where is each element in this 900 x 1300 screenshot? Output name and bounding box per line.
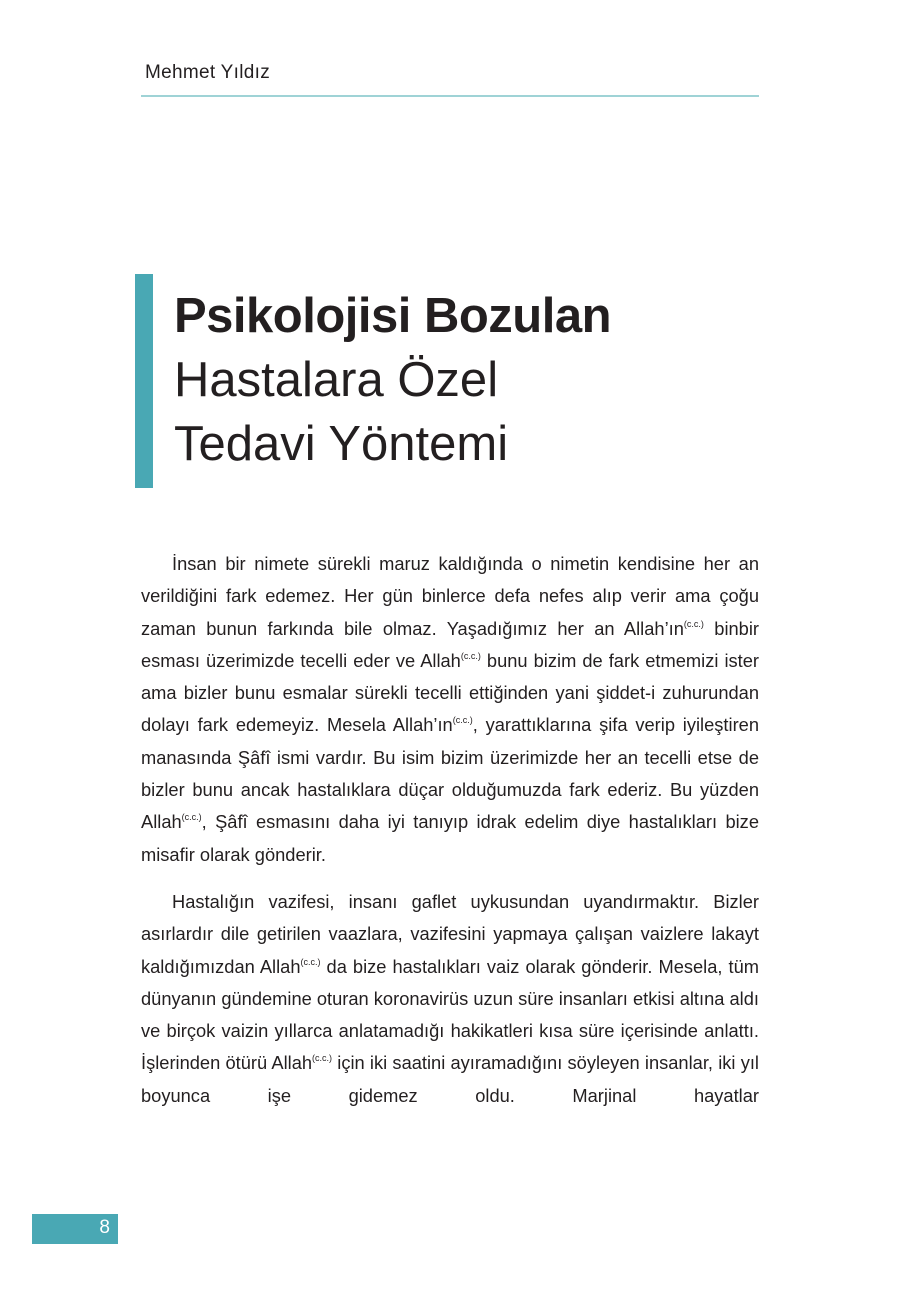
- chapter-title-line-2: Hastalara Özel: [174, 353, 499, 407]
- paragraph-2: [141, 886, 759, 1112]
- paragraph-2-text: Hastalığın vazifesi, insanı gaflet uykusundan uyandırmaktır. Bizler asırlardır dile getirilen vaazlara, vazifesini yapmaya çalışan vaizlere lakayt kaldığımızdan Allah: [141, 890, 759, 977]
- chapter-title: [174, 284, 774, 476]
- header-divider: [141, 95, 759, 97]
- paragraph-1-text: , yarattıklarına şifa verip iyileştiren manasında Şâfî ismi vardır. Bu isim bizim üzerimizde her an tecelli etse de bizler bunu ancak hastalıklara düçar olduğumuzda fark ederiz. Bu yüzden Allah: [141, 714, 759, 833]
- paragraph-2-text: da bize hastalıkları vaiz olarak gönderir. Mesela, tüm dünyanın gündemine oturan koronavirüs uzun süre insanları etkisi altına aldı ve birçok vaizin yıllarca anlatamadığı hakikatleri kısa süre içerisinde anlattı. İşlerinden ötürü Allah: [141, 955, 759, 1074]
- paragraph-1-text: , Şâfî esmasını daha iyi tanıyıp idrak edelim diye hastalıkları bize misafir olarak gönderir.: [141, 811, 759, 865]
- page-number-tab: [32, 1214, 118, 1244]
- running-header-author: Mehmet Yıldız: [145, 62, 270, 83]
- chapter-title-line-1: Psikolojisi Bozulan: [174, 289, 612, 343]
- paragraph-2-text: için iki saatini ayıramadığını söyleyen insanlar, iki yıl boyunca işe gidemez oldu. Marjinal hayatlar: [141, 1052, 759, 1106]
- paragraph-1: [141, 548, 759, 871]
- page-number: 8: [99, 1217, 110, 1238]
- honorific-superscript: (c.c.): [683, 618, 704, 629]
- honorific-superscript: (c.c.): [460, 650, 481, 661]
- chapter-title-line-3: Tedavi Yöntemi: [174, 417, 509, 471]
- title-accent-bar: [135, 274, 153, 488]
- honorific-superscript: (c.c.): [452, 715, 473, 726]
- body-text: [141, 548, 759, 1112]
- honorific-superscript: (c.c.): [181, 812, 202, 823]
- paragraph-1-text: İnsan bir nimete sürekli maruz kaldığında o nimetin kendisine her an verildiğini fark edemez. Her gün binlerce defa nefes alıp verir ama çoğu zaman bunun farkında bile olmaz. Yaşadığımız her an Allah’ın: [141, 553, 759, 639]
- honorific-superscript: (c.c.): [300, 956, 321, 967]
- honorific-superscript: (c.c.): [312, 1053, 333, 1064]
- paragraph-1-text: bunu bizim de fark etmemizi ister ama bizler bunu esmalar sürekli tecelli ettiğinden yani şiddet-i zuhurundan dolayı fark edemeyiz. Mesela Allah’ın: [141, 649, 759, 736]
- paragraph-1-text: binbir esması üzerimizde tecelli eder ve Allah: [141, 617, 760, 671]
